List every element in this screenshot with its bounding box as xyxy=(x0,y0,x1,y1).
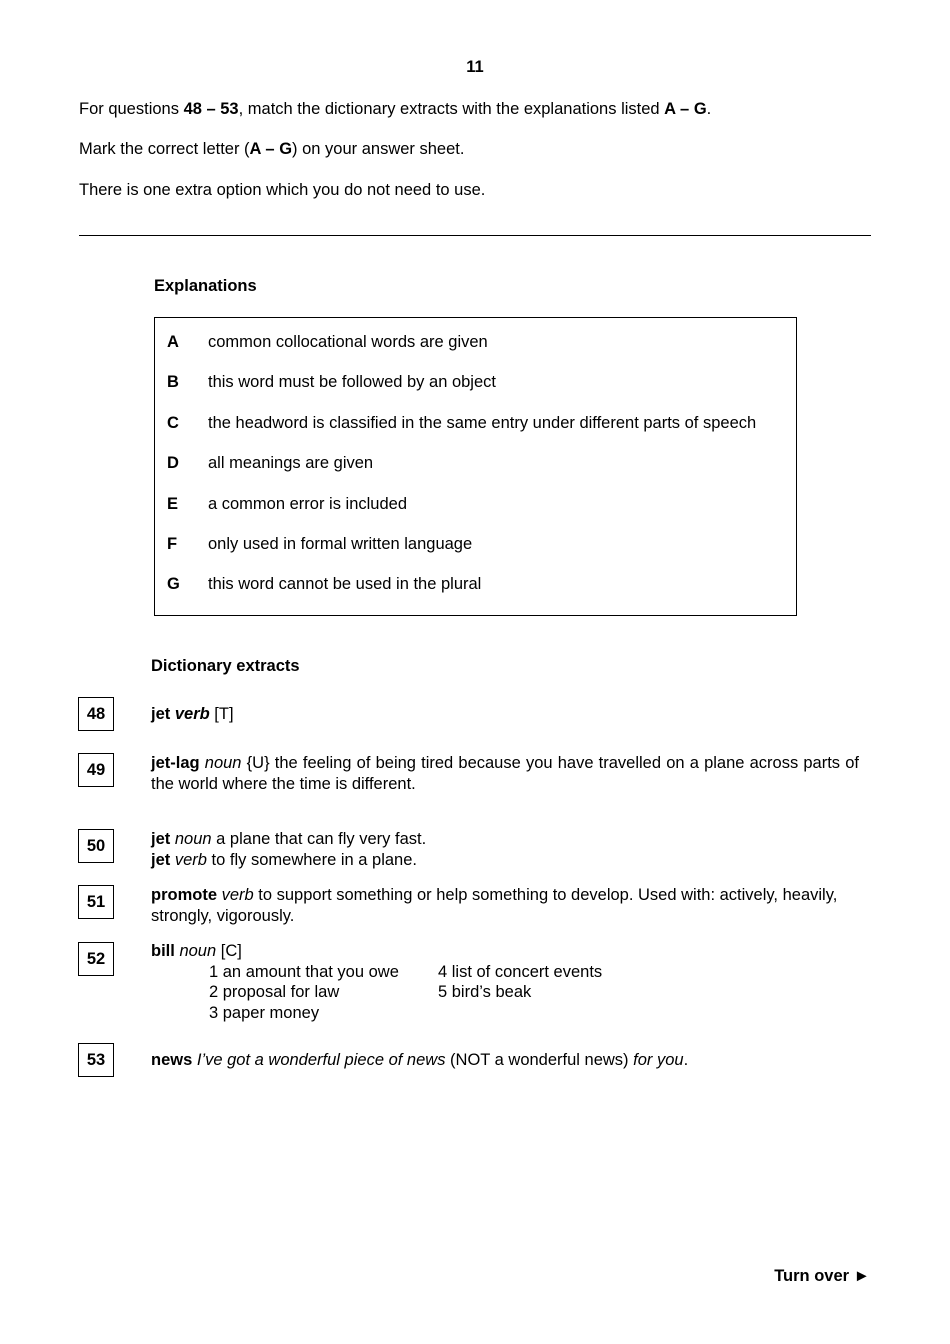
explanation-text: this word must be followed by an object xyxy=(208,373,496,391)
error-note: (NOT a wonderful news) xyxy=(445,1051,634,1069)
extract-text: . xyxy=(683,1051,689,1069)
extract-text: a plane that can fly very fast. xyxy=(211,830,427,848)
instruction-text: , match the dictionary extracts with the explanations listed xyxy=(238,100,665,118)
turn-over-label: Turn over ► xyxy=(774,1267,870,1285)
question-number-box-48: 48 xyxy=(78,697,114,731)
headword: promote xyxy=(151,886,217,904)
explanation-text: common collocational words are given xyxy=(208,333,488,351)
explanations-heading: Explanations xyxy=(154,277,257,295)
question-number-box-52: 52 xyxy=(78,942,114,976)
question-number-box-51: 51 xyxy=(78,885,114,919)
instruction-text: Mark the correct letter ( xyxy=(79,140,250,158)
question-number-box-50: 50 xyxy=(78,829,114,863)
example-sentence: I’ve got a wonderful piece of news xyxy=(196,1051,446,1069)
explanation-letter: F xyxy=(167,535,178,553)
explanation-letter: D xyxy=(167,454,179,472)
headword: jet xyxy=(151,705,171,723)
extract-52 xyxy=(151,941,859,1024)
instruction-text: ) on your answer sheet. xyxy=(292,140,465,158)
headword: bill xyxy=(151,942,175,960)
part-of-speech: noun xyxy=(204,754,242,772)
extract-50 xyxy=(151,829,859,870)
extract-text: to support something or help something to develop. Used with: actively, heavily, strongly, vigorously. xyxy=(151,886,838,925)
instruction-line-1 xyxy=(79,100,711,119)
sense-item: 2 proposal for law xyxy=(209,983,340,1001)
explanation-text: a common error is included xyxy=(208,495,407,513)
instruction-text: For questions xyxy=(79,100,184,118)
explanation-letter: E xyxy=(167,495,179,513)
extract-52-headline xyxy=(151,941,859,962)
extract-text: to fly somewhere in a plane. xyxy=(206,850,417,869)
extract-51 xyxy=(151,885,859,926)
part-of-speech: noun xyxy=(179,942,217,960)
explanation-letter: A xyxy=(167,333,179,351)
explanation-letter: C xyxy=(167,414,179,432)
extract-49 xyxy=(151,753,859,794)
dictionary-extracts-heading: Dictionary extracts xyxy=(151,657,300,675)
question-range: 48 – 53 xyxy=(183,100,239,118)
extract-text: [C] xyxy=(216,942,242,960)
page-number: 11 xyxy=(466,58,484,76)
explanation-text: only used in formal written language xyxy=(208,535,473,553)
headword: news xyxy=(151,1051,193,1069)
explanation-text: this word cannot be used in the plural xyxy=(208,575,482,593)
part-of-speech: verb xyxy=(174,850,207,869)
extract-50-line-2 xyxy=(151,850,859,871)
part-of-speech: noun xyxy=(174,830,212,848)
headword: jet xyxy=(151,850,171,869)
instruction-text: . xyxy=(706,100,712,118)
question-number-box-49: 49 xyxy=(78,753,114,787)
extract-53 xyxy=(151,1050,859,1071)
question-number-box-53: 53 xyxy=(78,1043,114,1077)
extract-50-line-1 xyxy=(151,829,859,850)
extract-text: [T] xyxy=(209,705,234,723)
instruction-line-2 xyxy=(79,140,464,159)
explanation-letter: G xyxy=(167,575,180,593)
sense-item: 4 list of concert events xyxy=(438,962,603,981)
extract-text: {U} the feeling of being tired because you have travelled on a plane across parts of the world where the time is different. xyxy=(151,754,859,793)
instruction-line-3: There is one extra option which you do not need to use. xyxy=(79,181,486,199)
headword: jet-lag xyxy=(151,754,200,772)
headword: jet xyxy=(151,830,171,848)
sense-list xyxy=(209,962,859,1024)
explanation-letter: B xyxy=(167,373,179,391)
explanation-text: the headword is classified in the same entry under different parts of speech xyxy=(208,414,757,432)
letter-range: A – G xyxy=(664,100,707,118)
example-sentence: for you xyxy=(633,1051,684,1069)
letter-range: A – G xyxy=(249,140,293,158)
extract-48 xyxy=(151,704,859,725)
horizontal-rule xyxy=(79,235,871,236)
part-of-speech: verb xyxy=(221,886,254,904)
explanations-box xyxy=(154,317,797,616)
sense-item: 3 paper money xyxy=(209,1003,320,1022)
part-of-speech: verb xyxy=(174,705,210,723)
sense-item: 1 an amount that you owe xyxy=(209,962,399,981)
sense-item: 5 bird’s beak xyxy=(438,983,532,1001)
explanation-text: all meanings are given xyxy=(208,454,374,472)
